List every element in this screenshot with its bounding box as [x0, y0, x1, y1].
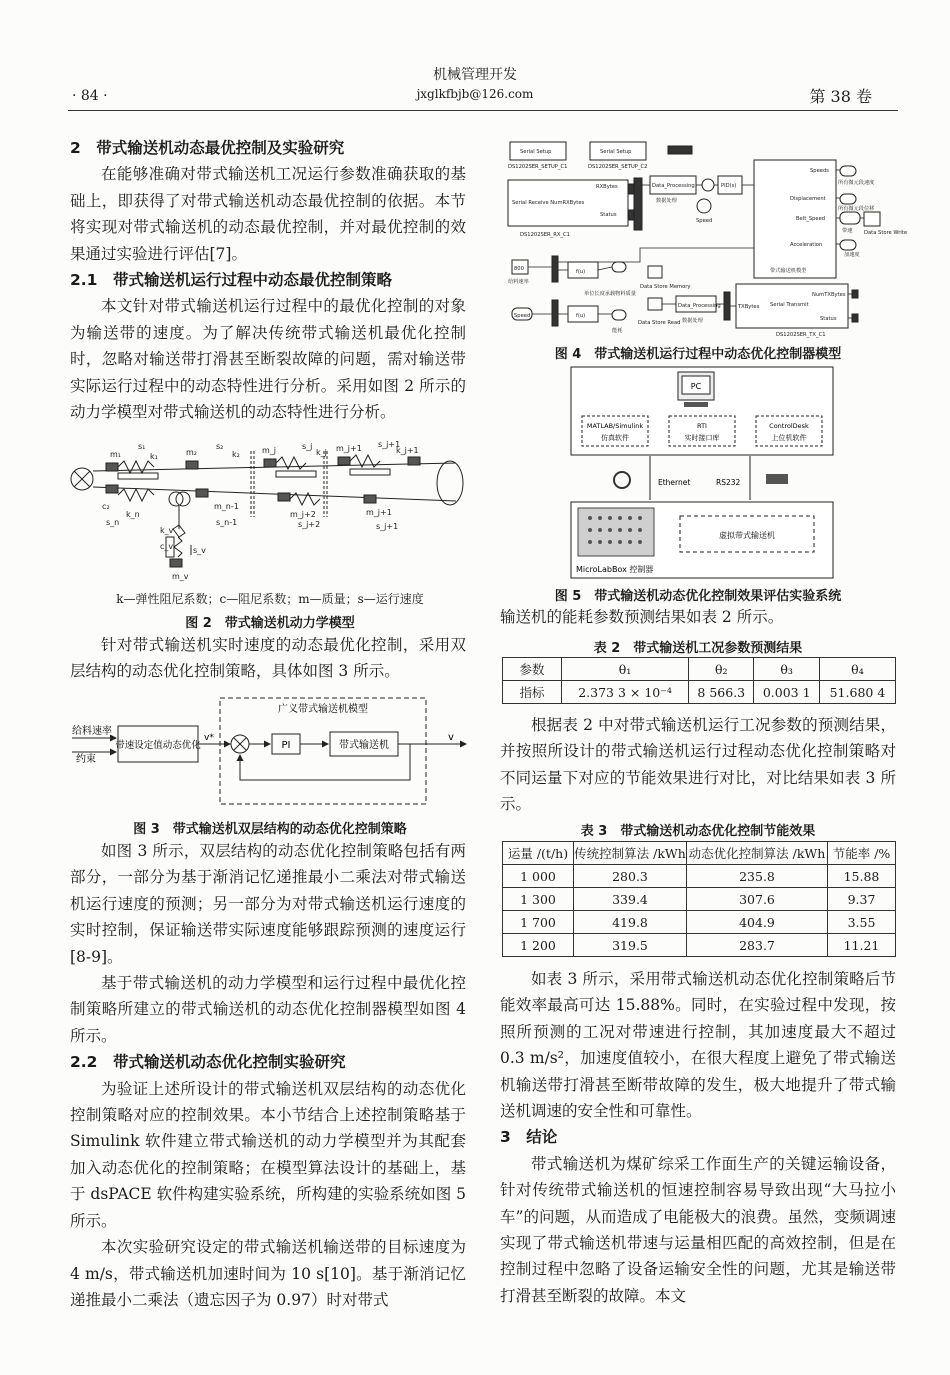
fig5-sw2: RTI [697, 422, 707, 430]
svg-text:m_j: m_j [262, 446, 277, 455]
table-cell: 传统控制算法 /kWh [574, 842, 687, 865]
header-rule [68, 110, 898, 111]
fig3-optimizer-block: 带速设定值动态优化 [115, 740, 201, 751]
table-2-header-row [503, 658, 896, 681]
fig4-plant-label: 带式输送机模型 [770, 268, 807, 274]
table-cell: 指标 [503, 681, 562, 704]
table-cell: θ₁ [562, 658, 689, 681]
journal-header [0, 66, 950, 104]
page-number: · 84 · [72, 88, 108, 104]
fig4-mem: Data Store Memory [640, 284, 691, 290]
table-cell: 235.8 [687, 865, 828, 888]
table-cell: 9.37 [828, 888, 896, 911]
fig4-power: 能耗 [612, 328, 623, 334]
svg-text:s_n: s_n [106, 518, 120, 527]
fig4-speed-in: Speed [696, 218, 713, 224]
fig5-controller: MicroLabBox 控制器 [576, 565, 654, 574]
fig4-port-displacement: Displacement [790, 196, 826, 202]
fig3-plant-block: 带式输送机 [339, 740, 389, 751]
figure-3-caption: 图 3 带式输送机双层结构的动态优化控制策略 [133, 822, 407, 837]
table-cell: 404.9 [687, 911, 828, 934]
svg-text:k₂: k₂ [232, 450, 240, 459]
table-cell: 1 000 [503, 865, 574, 888]
fig5-ethernet: Ethernet [658, 478, 691, 487]
table-3-header-row [503, 842, 896, 865]
svg-text:c_v: c_v [160, 542, 174, 551]
table-cell: θ₂ [689, 658, 754, 681]
table-cell: 1 300 [503, 888, 574, 911]
fig5-rs232: RS232 [716, 478, 741, 487]
volume-label: 第 38 卷 [809, 87, 872, 106]
left-para-fig3-intro [70, 632, 466, 685]
svg-text:k_v: k_v [160, 526, 174, 535]
table-cell: 419.8 [574, 911, 687, 934]
journal-email: jxglkfbjb@126.com [416, 87, 534, 101]
table-cell: 51.680 4 [819, 681, 895, 704]
fig5-sw3: ControlDesk [769, 422, 809, 430]
svg-text:s_n-1: s_n-1 [216, 518, 238, 527]
table-2-caption: 表 2 带式输送机工况参数预测结果 [593, 641, 803, 656]
fig4-rx-port2: Status [600, 212, 617, 218]
fig4-mem-cn: 单位长度承载物料质量 [584, 291, 636, 297]
fig4-pid: PID(s) [721, 183, 737, 189]
svg-text:m₁: m₁ [110, 450, 121, 459]
fig4-rx-port1: RXBytes [596, 184, 618, 190]
journal-title: 机械管理开发 [433, 67, 517, 83]
table-cell: 319.5 [574, 934, 687, 957]
fig4-tx-bytes: TXBytes [738, 304, 760, 310]
table-cell: 280.3 [574, 865, 687, 888]
table-cell: 运量 /(t/h) [503, 842, 574, 865]
fig4-data-proc1-cn: 数据处理 [656, 198, 677, 204]
fig3-input-constraint: 约束 [76, 754, 96, 765]
fig5-pc: PC [690, 382, 702, 391]
left-column-bottom [70, 838, 466, 1313]
table-cell: 307.6 [687, 888, 828, 911]
fig4-data-proc2: Data_Processing [678, 303, 721, 309]
figure-5-caption: 图 5 带式输送机动态优化控制效果评估实验系统 [554, 589, 842, 604]
figure-4-caption: 图 4 带式输送机运行过程中动态优化控制器模型 [554, 347, 842, 362]
figure-2-caption: 图 2 带式输送机动力学模型 [185, 616, 355, 631]
fig4-port-speeds: Speeds [810, 168, 829, 174]
table-row [503, 911, 896, 934]
table-cell: 节能率 /% [828, 842, 896, 865]
table-cell: 2.373 3 × 10⁻⁴ [562, 681, 689, 704]
fig3-input-feed: 给料速率 [72, 726, 112, 737]
fig3-pi-block: PI [281, 740, 291, 751]
table-cell: 8 566.3 [689, 681, 754, 704]
section-2-1-title: 2.1 带式输送机运行过程中动态最优控制策略 [70, 271, 392, 290]
table-cell: θ₃ [754, 658, 819, 681]
figure-2-legend: k—弹性阻尼系数；c—阻尼系数；m—质量；s—运行速度 [116, 592, 424, 606]
table-cell: 3.55 [828, 911, 896, 934]
svg-text:m_j+1: m_j+1 [336, 444, 362, 453]
svg-text:s₂: s₂ [216, 442, 224, 451]
svg-text:s_j+1: s_j+1 [378, 440, 401, 449]
fig4-speed-src: Speed [514, 313, 531, 319]
svg-text:Serial Setup: Serial Setup [520, 149, 552, 155]
fig3-signal-v: v [448, 732, 454, 743]
fig4-tx-block: Serial Transmit [770, 302, 809, 308]
svg-text:k_j+1: k_j+1 [396, 446, 419, 455]
svg-text:k_j: k_j [316, 448, 327, 457]
table-cell: 11.21 [828, 934, 896, 957]
svg-text:k₁: k₁ [150, 452, 158, 461]
fig4-fu1: f(u) [576, 269, 586, 275]
table-cell: 动态优化控制算法 /kWh [687, 842, 828, 865]
svg-text:m_j+1: m_j+1 [366, 508, 392, 517]
right-column-bottom [500, 966, 896, 1309]
section-3-title: 3 结论 [500, 1128, 558, 1147]
paragraph-model: 基于带式输送机的动力学模型和运行过程中最优化控制策略所建立的带式输送机的动态优化控制器模型如图 4 所示。 [70, 974, 466, 1045]
fig5-virtual: 虚拟带式输送机 [719, 531, 775, 540]
right-para-tab2-intro [500, 604, 896, 630]
table-3-caption: 表 3 带式输送机动态优化控制节能效果 [580, 824, 816, 839]
figure-5-experiment-system [570, 366, 834, 580]
fig4-rx-block: Serial Receive NumRXBytes [512, 200, 585, 206]
table-cell: θ₄ [819, 658, 895, 681]
table-cell: 1 700 [503, 911, 574, 934]
svg-text:Serial Setup: Serial Setup [600, 149, 632, 155]
section-2-2-paragraph-2: 本次实验研究设定的带式输送机输送带的目标速度为 4 m/s，带式输送机加速时间为 10 s[10]。基于渐消记忆递推最小二乘法（遗忘因子为 0.97）时对带式 [70, 1238, 466, 1309]
table-row [503, 865, 896, 888]
paragraph-fig3-intro: 针对带式输送机实时速度的动态最优化控制，采用双层结构的动态优化控制策略，具体如图 3 所示。 [70, 636, 466, 681]
left-column-top [70, 135, 466, 425]
fig4-out4: 加速度 [844, 252, 860, 258]
figure-2-dynamics-diagram [66, 437, 470, 587]
svg-text:s_j: s_j [302, 442, 313, 451]
table-cell: 15.88 [828, 865, 896, 888]
fig3-outer-label: 广义带式输送机模型 [278, 704, 368, 715]
svg-text:s_j+2: s_j+2 [298, 520, 321, 529]
svg-text:c₂: c₂ [102, 502, 110, 511]
svg-text:m_n-1: m_n-1 [214, 502, 239, 511]
svg-text:m_j+2: m_j+2 [290, 510, 316, 519]
fig3-signal-vstar: v* [204, 733, 214, 743]
fig5-sw1: MATLAB/Simulink [586, 422, 644, 430]
paragraph-after-table3: 如表 3 所示，采用带式输送机动态优化控制策略后节能效率最高可达 15.88%。同时，在实验过程中发现，按照所预测的工况对带速进行控制，其加速度最大不超过 0.3 m/s²，加速度值较小，在很大程度上避免了带式输送机输送带打滑甚至断带故障的发生，极大地提升了带式输送机调速的安全性和可靠性。 [500, 970, 896, 1121]
fig4-data-proc1: Data_Processing [652, 183, 695, 189]
figure-4-simulink-model [500, 130, 908, 340]
section-2-paragraph: 在能够准确对带式输送机工况运行参数准确获取的基础上，即获得了对带式输送机动态最优控制的依据。本节将实现对带式输送机的动态最优控制，并对最优控制的效果通过实验进行评估[7]。 [70, 165, 466, 263]
fig4-tx-sub: DS1202SER_TX_C1 [776, 332, 826, 338]
paragraph-tab3-intro: 根据表 2 中对带式输送机运行工况参数的预测结果，并按照所设计的带式输送机运行过程动态优化控制策略对不同运量下对应的节能效果进行对比，对比结果如表 3 所示。 [500, 716, 896, 814]
svg-text:s_j+1: s_j+1 [376, 522, 399, 531]
fig4-serial2-sub: DS1202SER_SETUP_C2 [588, 164, 648, 170]
table-3 [502, 841, 896, 957]
table-row [503, 681, 896, 704]
fig5-sw2-cn: 实时接口库 [684, 434, 720, 442]
right-para-tab3-intro [500, 712, 896, 818]
section-2-title: 2 带式输送机动态最优控制及实验研究 [70, 139, 345, 157]
fig4-out1: 所有微元段速度 [838, 180, 875, 186]
fig4-feed-label: 给料速率 [508, 279, 529, 285]
fig4-data-proc2-cn: 数据处理 [682, 318, 703, 324]
table-row [503, 888, 896, 911]
table-row [503, 934, 896, 957]
fig4-feed-value: 800 [514, 266, 524, 272]
svg-text:s₁: s₁ [138, 442, 146, 451]
section-2-2-paragraph-1: 为验证上述所设计的带式输送机双层结构的动态优化控制策略对应的控制效果。本小节结合上述控制策略基于 Simulink 软件建立带式输送机的动力学模型并为其配套加入动态优化的控制策略；在模型算法设计的基础上，基于 dsPACE 软件构建实验系统，所构建的实验系统如图 5 所示。 [70, 1079, 466, 1230]
fig4-serial1-sub: DS1202SER_SETUP_C1 [508, 164, 568, 170]
svg-text:k_n: k_n [126, 510, 140, 519]
svg-text:m_v: m_v [172, 572, 189, 581]
table-cell: 339.4 [574, 888, 687, 911]
table-cell: 1 200 [503, 934, 574, 957]
fig4-out3: 带速 [842, 228, 853, 234]
table-cell: 0.003 1 [754, 681, 819, 704]
fig4-ds-read: Data Store Read [638, 320, 681, 326]
table-cell: 283.7 [687, 934, 828, 957]
figure-3-control-diagram [70, 692, 470, 812]
svg-text:m₂: m₂ [186, 448, 197, 457]
fig4-port-belt-speed: Belt_Speed [796, 216, 826, 222]
fig4-fu2: f(u) [576, 313, 586, 319]
fig4-tx-port1: NumTXBytes [812, 292, 846, 298]
table-cell: 参数 [503, 658, 562, 681]
fig4-ds-write: Data Store Write [864, 230, 908, 236]
fig5-sw1-cn: 仿真软件 [601, 434, 629, 442]
section-2-1-paragraph: 本文针对带式输送机运行过程中的最优化控制的对象为输送带的速度。为了解决传统带式输送机最优化控制时，忽略对输送带打滑甚至断裂故障的问题，需对输送带实际运行过程中的动态特性进行分析。采用如图 2 所示的动力学模型对带式输送机的动态特性进行分析。 [70, 297, 466, 422]
fig4-port-acceleration: Acceleration [790, 242, 823, 248]
fig4-tx-port2: Status [820, 316, 837, 322]
paragraph-fig3-description: 如图 3 所示，双层结构的动态优化控制策略包括有两部分，一部分为基于渐消记忆递推最小二乘法对带式输送机运行速度的预测；另一部分为对带式输送机运行速度的实时控制，保证输送带实际速度能够跟踪预测的速度运行[8-9]。 [70, 842, 466, 966]
fig4-out2: 所有微元段位移 [838, 206, 875, 212]
section-2-2-title: 2.2 带式输送机动态优化控制实验研究 [70, 1053, 346, 1072]
paragraph-tab2-intro: 输送机的能耗参数预测结果如表 2 所示。 [500, 608, 784, 626]
section-3-paragraph: 带式输送机为煤矿综采工作面生产的关键运输设备，针对传统带式输送机的恒速控制容易导致出现“大马拉小车”的问题，从而造成了电能极大的浪费。虽然，变频调速实现了带式输送机带速与运量相匹配的高效控制，但是在控制过程中忽略了设备运输安全性的问题，尤其是输送带打滑甚至断裂的故障。本文 [500, 1154, 896, 1305]
svg-text:s_v: s_v [193, 546, 206, 555]
fig5-sw3-cn: 上位机软件 [771, 434, 807, 442]
table-2 [502, 657, 896, 704]
fig4-rx-sub: DS1202SER_RX_C1 [520, 232, 570, 238]
